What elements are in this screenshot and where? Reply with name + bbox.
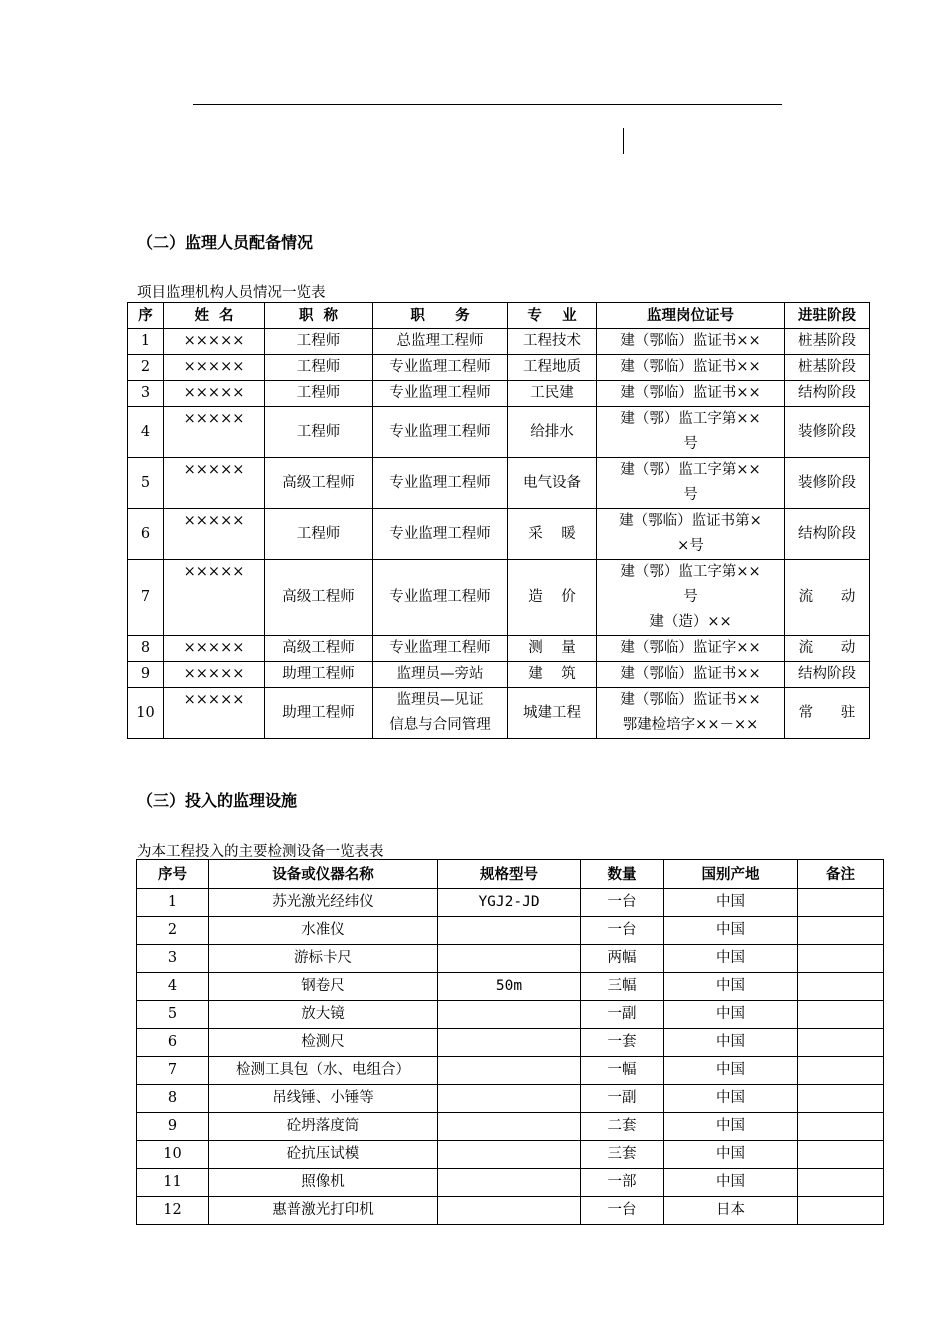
header-cell: 序	[128, 303, 164, 329]
position-line: 专业监理工程师	[389, 640, 491, 656]
table-row	[128, 662, 870, 688]
position-cell	[373, 662, 508, 688]
model-cell	[438, 1113, 581, 1141]
position-line: 专业监理工程师	[389, 589, 491, 605]
stage-cell: 装修阶段	[785, 407, 870, 458]
name-cell: ×××××	[164, 381, 265, 407]
certificate-cell	[597, 458, 785, 509]
row-number-cell: 8	[128, 636, 164, 662]
header-cell: 姓 名	[164, 303, 265, 329]
header-rule	[193, 104, 782, 105]
certificate-line: 号	[683, 436, 698, 452]
row-number-cell: 2	[128, 355, 164, 381]
origin-cell: 中国	[664, 1141, 798, 1169]
table-row	[128, 381, 870, 407]
header-cell: 设备或仪器名称	[209, 860, 438, 889]
row-number-cell: 9	[137, 1113, 209, 1141]
position-cell	[373, 636, 508, 662]
certificate-cell	[597, 662, 785, 688]
major-cell: 工程技术	[508, 329, 597, 355]
equipment-name-cell: 水准仪	[209, 917, 438, 945]
model-cell: YGJ2-JD	[438, 889, 581, 917]
certificate-line: 建（鄂临）监证书××	[620, 666, 761, 682]
certificate-line: 建（鄂临）监证书第×	[619, 513, 762, 529]
header-cell: 备注	[798, 860, 884, 889]
name-cell: ×××××	[164, 560, 265, 636]
position-cell	[373, 560, 508, 636]
table-row	[137, 973, 884, 1001]
row-number-cell: 10	[137, 1141, 209, 1169]
stage-cell: 桩基阶段	[785, 329, 870, 355]
note-cell	[798, 1057, 884, 1085]
model-cell	[438, 1085, 581, 1113]
row-number-cell: 1	[137, 889, 209, 917]
model-cell: 50m	[438, 973, 581, 1001]
position-line: 总监理工程师	[396, 333, 484, 349]
title-cell: 高级工程师	[265, 458, 373, 509]
table-row	[128, 458, 870, 509]
certificate-line: 建（鄂）监工字第××	[620, 462, 761, 478]
major-cell: 电气设备	[508, 458, 597, 509]
stage-cell: 流 动	[785, 560, 870, 636]
title-cell: 高级工程师	[265, 560, 373, 636]
table-row	[137, 1085, 884, 1113]
equipment-name-cell: 钢卷尺	[209, 973, 438, 1001]
stage-cell: 常 驻	[785, 688, 870, 739]
table-row	[137, 917, 884, 945]
row-number-cell: 3	[137, 945, 209, 973]
model-cell	[438, 1141, 581, 1169]
table-row	[137, 945, 884, 973]
stage-cell: 结构阶段	[785, 662, 870, 688]
table-row	[128, 407, 870, 458]
quantity-cell: 两幅	[581, 945, 664, 973]
note-cell	[798, 1141, 884, 1169]
quantity-cell: 一幅	[581, 1057, 664, 1085]
position-cell	[373, 688, 508, 739]
equipment-table-header-row	[137, 860, 884, 889]
note-cell	[798, 1001, 884, 1029]
certificate-line: 建（造）××	[649, 614, 732, 630]
quantity-cell: 一副	[581, 1001, 664, 1029]
certificate-cell	[597, 560, 785, 636]
position-line: 专业监理工程师	[389, 423, 491, 440]
certificate-line: 号	[683, 589, 698, 605]
header-cell: 职 称	[265, 303, 373, 329]
position-line: 专业监理工程师	[389, 385, 491, 401]
equipment-name-cell: 苏光激光经纬仪	[209, 889, 438, 917]
row-number-cell: 4	[128, 407, 164, 458]
row-number-cell: 10	[128, 688, 164, 739]
position-cell	[373, 458, 508, 509]
row-number-cell: 5	[137, 1001, 209, 1029]
position-cell	[373, 407, 508, 458]
model-cell	[438, 1001, 581, 1029]
position-line: 监理员—旁站	[396, 666, 484, 682]
origin-cell: 日本	[664, 1197, 798, 1225]
row-number-cell: 6	[137, 1029, 209, 1057]
row-number-cell: 3	[128, 381, 164, 407]
equipment-name-cell: 吊线锤、小锤等	[209, 1085, 438, 1113]
certificate-cell	[597, 407, 785, 458]
title-cell: 助理工程师	[265, 662, 373, 688]
origin-cell: 中国	[664, 1057, 798, 1085]
name-cell: ×××××	[164, 688, 265, 739]
header-cell: 序号	[137, 860, 209, 889]
table-row	[128, 688, 870, 739]
quantity-cell: 一副	[581, 1085, 664, 1113]
name-cell: ×××××	[164, 355, 265, 381]
certificate-line: 鄂建检培字××－××	[622, 717, 759, 733]
certificate-cell	[597, 636, 785, 662]
section-heading-facilities: （三）投入的监理设施	[137, 791, 298, 810]
quantity-cell: 一套	[581, 1029, 664, 1057]
origin-cell: 中国	[664, 1169, 798, 1197]
certificate-cell	[597, 509, 785, 560]
origin-cell: 中国	[664, 945, 798, 973]
position-line: 专业监理工程师	[389, 359, 491, 375]
stage-cell: 结构阶段	[785, 381, 870, 407]
staff-table	[127, 302, 870, 739]
model-cell	[438, 1029, 581, 1057]
stage-cell: 流 动	[785, 636, 870, 662]
note-cell	[798, 973, 884, 1001]
certificate-cell	[597, 381, 785, 407]
equipment-table-caption: 为本工程投入的主要检测设备一览表表	[137, 844, 384, 860]
origin-cell: 中国	[664, 1029, 798, 1057]
row-number-cell: 7	[128, 560, 164, 636]
note-cell	[798, 945, 884, 973]
certificate-line: 建（鄂）监工字第××	[620, 564, 761, 580]
quantity-cell: 三套	[581, 1141, 664, 1169]
note-cell	[798, 1085, 884, 1113]
quantity-cell: 一部	[581, 1169, 664, 1197]
equipment-name-cell: 检测工具包（水、电组合）	[209, 1057, 438, 1085]
major-cell: 采 暖	[508, 509, 597, 560]
note-cell	[798, 1197, 884, 1225]
row-number-cell: 11	[137, 1169, 209, 1197]
certificate-line: 建（鄂）监工字第××	[620, 411, 761, 427]
name-cell: ×××××	[164, 458, 265, 509]
certificate-line: 建（鄂临）监证书××	[620, 333, 761, 349]
origin-cell: 中国	[664, 973, 798, 1001]
title-cell: 高级工程师	[265, 636, 373, 662]
equipment-name-cell: 砼坍落度筒	[209, 1113, 438, 1141]
position-cell	[373, 381, 508, 407]
equipment-table	[136, 859, 884, 1225]
equipment-name-cell: 检测尺	[209, 1029, 438, 1057]
header-cell: 规格型号	[438, 860, 581, 889]
table-row	[137, 1057, 884, 1085]
row-number-cell: 5	[128, 458, 164, 509]
staff-table-header-row	[128, 303, 870, 329]
model-cell	[438, 1197, 581, 1225]
position-cell	[373, 509, 508, 560]
row-number-cell: 9	[128, 662, 164, 688]
table-row	[137, 1001, 884, 1029]
header-cell: 数量	[581, 860, 664, 889]
origin-cell: 中国	[664, 1001, 798, 1029]
major-cell: 给排水	[508, 407, 597, 458]
certificate-cell	[597, 688, 785, 739]
row-number-cell: 12	[137, 1197, 209, 1225]
note-cell	[798, 1029, 884, 1057]
certificate-line: 建（鄂临）监证字××	[620, 640, 761, 656]
position-line: 信息与合同管理	[389, 717, 491, 733]
table-row	[137, 1029, 884, 1057]
title-cell: 工程师	[265, 381, 373, 407]
header-cell: 进驻阶段	[785, 303, 870, 329]
name-cell: ×××××	[164, 509, 265, 560]
table-row	[137, 1169, 884, 1197]
position-line: 专业监理工程师	[389, 525, 491, 542]
quantity-cell: 一台	[581, 917, 664, 945]
row-number-cell: 2	[137, 917, 209, 945]
table-row	[128, 636, 870, 662]
table-row	[137, 889, 884, 917]
stage-cell: 装修阶段	[785, 458, 870, 509]
text-cursor	[623, 128, 624, 154]
row-number-cell: 6	[128, 509, 164, 560]
row-number-cell: 4	[137, 973, 209, 1001]
origin-cell: 中国	[664, 889, 798, 917]
quantity-cell: 三幅	[581, 973, 664, 1001]
row-number-cell: 1	[128, 329, 164, 355]
certificate-line: 号	[683, 487, 698, 503]
header-cell: 专 业	[508, 303, 597, 329]
quantity-cell: 一台	[581, 889, 664, 917]
name-cell: ×××××	[164, 329, 265, 355]
name-cell: ×××××	[164, 407, 265, 458]
major-cell: 工程地质	[508, 355, 597, 381]
major-cell: 工民建	[508, 381, 597, 407]
title-cell: 助理工程师	[265, 688, 373, 739]
equipment-name-cell: 照像机	[209, 1169, 438, 1197]
note-cell	[798, 917, 884, 945]
row-number-cell: 7	[137, 1057, 209, 1085]
table-row	[137, 1141, 884, 1169]
model-cell	[438, 1057, 581, 1085]
major-cell: 建 筑	[508, 662, 597, 688]
major-cell: 测 量	[508, 636, 597, 662]
stage-cell: 结构阶段	[785, 509, 870, 560]
table-row	[128, 329, 870, 355]
section-heading-staffing: （二）监理人员配备情况	[137, 233, 314, 252]
table-row	[137, 1113, 884, 1141]
title-cell: 工程师	[265, 509, 373, 560]
position-cell	[373, 329, 508, 355]
certificate-line: 建（鄂临）监证书××	[620, 385, 761, 401]
quantity-cell: 一台	[581, 1197, 664, 1225]
header-cell: 职 务	[373, 303, 508, 329]
model-cell	[438, 945, 581, 973]
table-row	[128, 355, 870, 381]
note-cell	[798, 889, 884, 917]
note-cell	[798, 1113, 884, 1141]
title-cell: 工程师	[265, 355, 373, 381]
table-row	[128, 560, 870, 636]
certificate-line: 建（鄂临）监证书××	[620, 359, 761, 375]
name-cell: ×××××	[164, 662, 265, 688]
major-cell: 造 价	[508, 560, 597, 636]
header-cell: 国别产地	[664, 860, 798, 889]
title-cell: 工程师	[265, 329, 373, 355]
quantity-cell: 二套	[581, 1113, 664, 1141]
position-line: 专业监理工程师	[389, 474, 491, 491]
model-cell	[438, 917, 581, 945]
major-cell: 城建工程	[508, 688, 597, 739]
table-row	[137, 1197, 884, 1225]
equipment-name-cell: 惠普激光打印机	[209, 1197, 438, 1225]
table-row	[128, 509, 870, 560]
certificate-line: 建（鄂临）监证书××	[620, 692, 761, 708]
equipment-name-cell: 砼抗压试模	[209, 1141, 438, 1169]
header-cell: 监理岗位证号	[597, 303, 785, 329]
title-cell: 工程师	[265, 407, 373, 458]
row-number-cell: 8	[137, 1085, 209, 1113]
origin-cell: 中国	[664, 917, 798, 945]
certificate-line: ×号	[677, 538, 704, 554]
origin-cell: 中国	[664, 1085, 798, 1113]
staff-table-caption: 项目监理机构人员情况一览表	[137, 285, 326, 301]
position-cell	[373, 355, 508, 381]
model-cell	[438, 1169, 581, 1197]
certificate-cell	[597, 355, 785, 381]
certificate-cell	[597, 329, 785, 355]
note-cell	[798, 1169, 884, 1197]
equipment-name-cell: 游标卡尺	[209, 945, 438, 973]
origin-cell: 中国	[664, 1113, 798, 1141]
position-line: 监理员—见证	[396, 692, 484, 708]
stage-cell: 桩基阶段	[785, 355, 870, 381]
equipment-name-cell: 放大镜	[209, 1001, 438, 1029]
name-cell: ×××××	[164, 636, 265, 662]
